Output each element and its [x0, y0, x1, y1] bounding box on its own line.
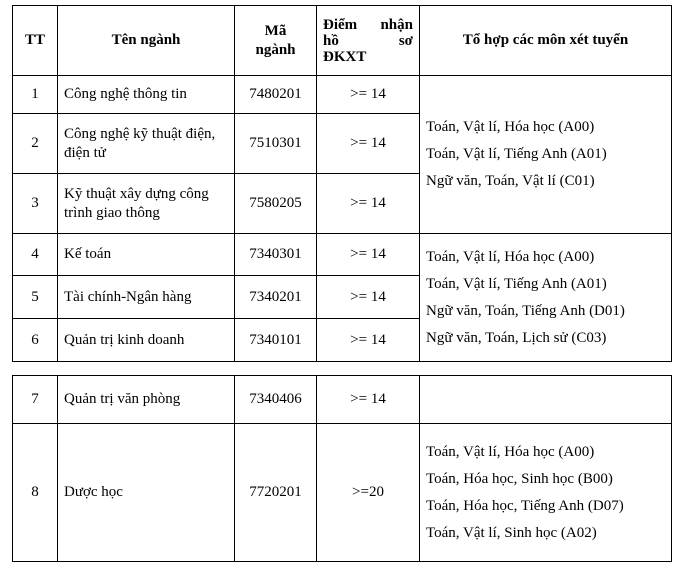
row-diem: >= 14 [317, 114, 420, 174]
header-ten-nganh: Tên ngành [58, 6, 235, 76]
row-diem: >= 14 [317, 234, 420, 276]
row-diem: >= 14 [317, 174, 420, 234]
header-ma-nganh [235, 6, 317, 76]
row-ma-nganh: 7340406 [235, 376, 317, 424]
row-ma-nganh: 7480201 [235, 76, 317, 114]
header-diem [317, 6, 420, 76]
row-ma-nganh: 7720201 [235, 424, 317, 562]
row-ma-nganh: 7340301 [235, 234, 317, 276]
row-ten-nganh: Kỹ thuật xây dựng công trình giao thông [58, 174, 235, 234]
to-hop-item: Toán, Hóa học, Tiếng Anh (D07) [426, 497, 624, 514]
header-to-hop: Tổ hợp các môn xét tuyển [420, 6, 672, 76]
to-hop-group-1 [420, 76, 672, 234]
header-diem-line2: hồ sơ [323, 32, 413, 49]
table-row [13, 424, 672, 562]
row-ma-nganh: 7340201 [235, 276, 317, 319]
row-tt: 2 [13, 114, 58, 174]
table-row [13, 234, 672, 276]
admission-table-part-2 [12, 375, 672, 562]
row-tt: 8 [13, 424, 58, 562]
to-hop-item: Ngữ văn, Toán, Lịch sử (C03) [426, 329, 607, 346]
row-tt: 7 [13, 376, 58, 424]
row-tt: 3 [13, 174, 58, 234]
row-ten-nganh: Quản trị kinh doanh [58, 319, 235, 362]
admission-table-part-1 [12, 5, 672, 362]
to-hop-item: Toán, Vật lí, Tiếng Anh (A01) [426, 275, 607, 292]
row-diem: >= 14 [317, 76, 420, 114]
to-hop-item: Toán, Hóa học, Sinh học (B00) [426, 470, 613, 487]
row-ten-nganh: Công nghệ kỹ thuật điện, điện tử [58, 114, 235, 174]
table-row [13, 376, 672, 424]
row-tt: 4 [13, 234, 58, 276]
to-hop-item: Toán, Vật lí, Tiếng Anh (A01) [426, 146, 607, 162]
header-tt: TT [13, 6, 58, 76]
row-ma-nganh: 7510301 [235, 114, 317, 174]
header-row [13, 6, 672, 76]
header-diem-line3: ĐKXT [323, 48, 367, 65]
row-ten-nganh: Công nghệ thông tin [58, 76, 235, 114]
header-ma-nganh-line2: ngành [255, 41, 296, 58]
to-hop-empty [420, 376, 672, 424]
to-hop-item: Toán, Vật lí, Hóa học (A00) [426, 119, 595, 135]
row-ten-nganh: Dược học [58, 424, 235, 562]
row-tt: 6 [13, 319, 58, 362]
row-diem: >= 14 [317, 276, 420, 319]
row-ma-nganh: 7340101 [235, 319, 317, 362]
row-diem: >=20 [317, 424, 420, 562]
to-hop-group-3 [420, 424, 672, 562]
row-ten-nganh: Kế toán [58, 234, 235, 276]
to-hop-item: Ngữ văn, Toán, Vật lí (C01) [426, 173, 595, 189]
to-hop-item: Toán, Vật lí, Sinh học (A02) [426, 524, 597, 541]
row-diem: >= 14 [317, 319, 420, 362]
to-hop-group-2 [420, 234, 672, 362]
row-ten-nganh: Tài chính-Ngân hàng [58, 276, 235, 319]
table-row [13, 76, 672, 114]
header-diem-line1: Điểm nhận [323, 16, 413, 33]
to-hop-item: Toán, Vật lí, Hóa học (A00) [426, 248, 595, 265]
row-tt: 5 [13, 276, 58, 319]
row-diem: >= 14 [317, 376, 420, 424]
row-ma-nganh: 7580205 [235, 174, 317, 234]
header-ma-nganh-line1: Mã [264, 22, 287, 39]
row-tt: 1 [13, 76, 58, 114]
to-hop-item: Ngữ văn, Toán, Tiếng Anh (D01) [426, 302, 625, 319]
to-hop-item: Toán, Vật lí, Hóa học (A00) [426, 443, 595, 460]
row-ten-nganh: Quản trị văn phòng [58, 376, 235, 424]
